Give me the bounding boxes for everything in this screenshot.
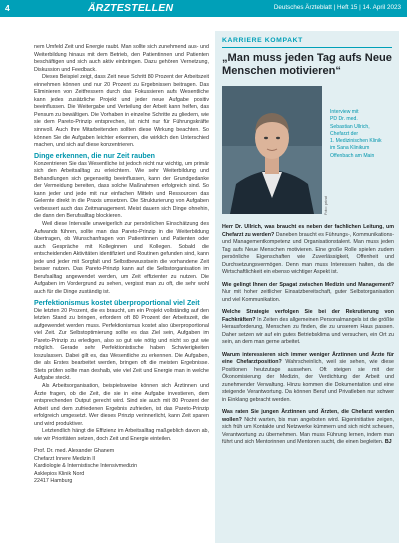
caption-line: Offenbach am Main — [330, 152, 375, 159]
interview-question: Wie gelingt Ihnen der Spagat zwischen Medizin und Management? — [222, 281, 394, 288]
photo-credit: Foto: privat — [324, 196, 328, 215]
section-heading: Dinge erkennen, die nur Zeit rauben — [34, 151, 156, 160]
interview-answer — [222, 352, 394, 405]
interview-question: Welche Strategie verfolgen Sie bei der Rekrutierung von Fachkräften? — [222, 309, 394, 323]
article-paragraph: Konzentrieren Sie das Wesentliche ist jedoch nicht nur wichtig, um primär sich den Arbeitsalltag zu erleichtern. Wie sehr Weiterbildung und Behandlungen sich gegenseitig beeinflussen, kann der Grundgedanke der Vermeidung bereiten, dass solche Maßnahmen erfolgreich sind. So kann jeder und jede mit nur einfachen Mitteln und Ressourcen das Gelernte direkt in die Praxis umsetzen. Die Strukturierung von Aufgaben verbessert auch das Zeitmanagement. Meist dauern sich Dinge ohnehin, die dann den Berufsalltag blockieren. — [34, 160, 209, 220]
interview-question: Was raten Sie jungen Ärztinnen und Ärzten, die Chefarzt werden wollen? — [222, 409, 394, 423]
caption-line: Sebastian Ullrich, — [330, 123, 370, 130]
answer-text: Nur mit hoher zeitlicher Einsatzbereitschaft, guter Selbstorganisation und viel Kommunikation. — [222, 289, 394, 303]
caption-line: 1. Medizinischen Klinik — [330, 138, 382, 145]
article-paragraph: Letztendlich hängt die Effizienz im Arbeitsalltag maßgeblich davon ab, wie wir Prioritäten setzen, doch Zeit und Energie einteilen. — [34, 428, 209, 442]
caption-line: PD Dr. med. — [330, 116, 358, 123]
author-city: 22417 Hamburg — [34, 477, 73, 484]
article-paragraph: Dieses Beispiel zeigt, dass Zeit neue Schritt 80 Prozent der Arbeitszeit einnehmen können und nur 20 Prozent zu Ergebnissen beitragen. Das Eliminieren von Zeitfressern durch das Fokussieren aufs Wesentliche kann jedes zusätzliche Projekt und jeder neue Aufgabe positiv beeinflussen. Die Weitergabe und Verteilung der Arbeit kann helfen, das Pensum zu bewältigen. Die Vorhaben in einzelne Schritte zu gliedern, wie sie dem Pareto-Prinzip entsprechen, ist nicht nur für Führungskräfte sinnvoll. Auch Ihre Mitarbeitenden sollten diese Wirkung beachten. So können Sie die Aufgaben leichter erkennen, die wirklich den Unterschied machen, und sich auf diese konzentrieren. — [34, 74, 209, 149]
interview-answer — [222, 224, 394, 277]
interview-answer — [222, 282, 394, 305]
interview-answer — [222, 409, 394, 447]
photo-caption — [330, 109, 394, 160]
article-paragraph: Weil diese Intervalle unweigerlich zur persönlichen Einschätzung des Aufwands führen, sollte man das Pareto-Prinzip in die Weiterbildung übertragen, ob Wunschanfragen von Patientinnen und Patienten oder auch Gespräche mit Kolleginnen und Kollegen. Sobald die entscheidenden Aktivitäten identifiziert und Routinen gefunden sind, kann jede und jeder mit Sorgfalt und Selbstbewusstsein die vorhandene Zeit besser nutzen. Das Pareto-Prinzip kann auf die Selbstorganisation im Berufsalltag angewendet werden, um Zeit effizienter zu nutzen. Die Aufgaben im Vordergrund zu sehen, vergisst man zu oft, die sehr wohl auch für die Dinge zuständig ist. — [34, 221, 209, 295]
caption-line: Interview mit — [330, 109, 359, 115]
article-column — [34, 44, 209, 544]
article-paragraph: Als Arbeitsorganisation, beispielsweise können sich Ärztinnen und Ärzte fragen, ob die Zeit, die sie in eine Aufgabe investieren, dem entsprechenden Output gerecht wird. Sind sie auch mit 80 Prozent der Arbeit und dem zufriedenen Ergebnis zufrieden, ist das Pareto-Prinzip erfolgreich umgesetzt. Wer dieses Prinzip verinnerlicht, kann Zeit sparen und wird produktiver. — [34, 382, 209, 427]
publication-logo: ÄRZTESTELLEN — [88, 2, 174, 14]
author-name: Prof. Dr. med. Alexander Ghanem — [34, 448, 115, 455]
interview-question: Warum interessieren sich immer weniger Ärztinnen und Ärzte für eine Chefarztposition? — [222, 351, 394, 365]
page-number: 4 — [5, 3, 10, 13]
portrait-illustration — [222, 86, 322, 214]
article-paragraph: Die letzten 20 Prozent, die es braucht, um ein Projekt vollständig auf den letzten Stand zu bringen, erfordern oft 80 Prozent der Arbeitszeit, die aufgewendet werden muss. Perfektionismus kostet also überproportional viel Zeit. Zur Selbstoptimierung sollte es das Ziel sein, Aufgaben im Pareto-Prinzip zu erledigen, also so gut wie nötig und nicht so gut wie möglich. Gerade sehr Perfektionistische haben Schwierigkeiten loszulassen. Dabei gilt es, das Wesentliche zu erkennen. Die Aufgaben, die als Erstes bearbeitet werden, bringen oft die meisten Ergebnisse. Stets prüfen sollte man deshalb, wie viel Zeit und Energie man in welche Aufgabe steckt. — [34, 307, 209, 382]
author-title: Chefarzt Innere Medizin II — [34, 455, 96, 462]
caption-line: Chefarzt der — [330, 130, 359, 137]
issue-info: Deutsches Ärzteblatt | Heft 15 | 14. April 2023 — [273, 4, 401, 11]
answer-text: Daneben braucht es Führungs-, Kommunikations- und Managementkompetenz und Organisationstalent. Man muss jeden Tag aufs Neue Menschen motivieren. Eine große Rolle spielen zudem persönliche Eigenschaften wie Zuverlässigkeit, Offenheit und Durchsetzungsvermögen. Denn man muss Interessen halten, da die Wirtschaftlichkeit ein ebenso wichtiger Aspekt ist. — [222, 231, 394, 275]
interview-answer — [222, 309, 394, 347]
caption-line: im Sana Klinikum — [330, 145, 370, 152]
interview-question: Herr Dr. Ullrich, was braucht es neben der fachlichen Leitung, um Chefarzt zu werden? — [222, 224, 394, 238]
author-signature — [34, 448, 209, 485]
author-initials: BJ — [384, 439, 392, 445]
answer-text: In Zeiten des allgemeinen Personalmangels ist die größte Herausforderung, Menschen zu finden, die zu unserem Haus passen. Daher setzen wir auf ein gutes Betriebsklima und versuchen, ein Ort zu sein, an dem man gerne arbeitet. — [222, 316, 394, 345]
portrait-photo — [222, 86, 322, 214]
box-label: KARRIERE KOMPAKT — [222, 37, 303, 44]
author-clinic: Asklepios Klinik Nord — [34, 470, 85, 477]
page-header — [0, 0, 407, 17]
interview-box — [215, 31, 399, 543]
answer-text: Nicht warten, bis man angeboten wird. Eigeninitiative zeigen, sich früh um Kontakte und Netzwerke kümmern und sich nicht scheuen, Verantwortung zu übernehmen. Man muss Führung lernen, indem man führt und sich Mentorinnen und Mentoren sucht, die einen begleiten. — [222, 416, 394, 445]
article-paragraph: nem Umfeld Zeit und Energie raubt. Man sollte sich zunehmend aus- und Weiterbildung hinaus mit dem Betrieb, den Patientinnen und Patienten beschäftigen und sich auch aktiv einbringen. Dazu gehören Vernetzung, Diskussion und Feedback. — [34, 44, 209, 73]
box-divider — [222, 47, 392, 48]
section-heading: Perfektionismus kostet überproportional viel Zeit — [34, 298, 200, 307]
answer-text: Wahrscheinlich, weil sie sehen, wie diese Positionen heutzutage aussehen. Oft steigen sie mit der Ökonomisierung der Medizin, der Verdichtung der Arbeit und zunehmender Verwaltung. Hinzu kommen die Dokumentation und eine steigende Verantwortung. Da können Beruf und Privatleben nur schwer in Einklang gebracht werden. — [222, 359, 394, 403]
interview-quote: „Man muss jeden Tag aufs Neue Menschen motivieren“ — [222, 52, 392, 77]
author-department: Kardiologie & Internistische Intensivmedizin — [34, 463, 138, 470]
interview-text — [222, 224, 394, 452]
